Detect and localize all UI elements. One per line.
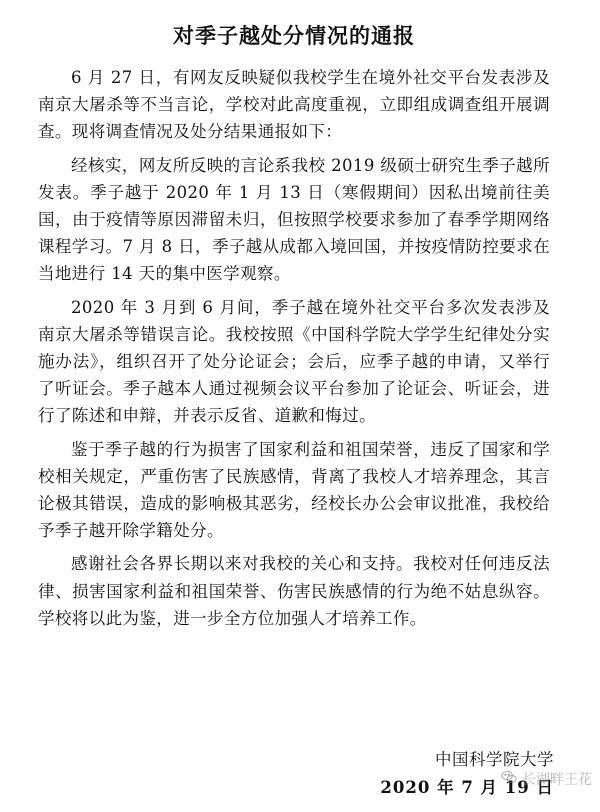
paragraph-4: 鉴于季子越的行为损害了国家利益和祖国荣誉，违反了国家和学校相关规定，严重伤害了民族感情，背离了我校人才培养理念，其言论极其错误，造成的影响极其恶劣，经校长办公会审议批准，我校给予季子越开除学籍处分。 (38, 439, 550, 541)
watermark-text: 长湖畔王花 (522, 772, 592, 788)
paragraph-1: 6 月 27 日，有网友反映疑似我校学生在境外社交平台发表涉及南京大屠杀等不当言论，学校对此高度重视，立即组成调查组开展调查。现将调查情况及处分结果通报如下： (38, 68, 550, 142)
document-title: 对季子越处分情况的通报 (173, 23, 415, 48)
paragraph-5: 感谢社会各界长期以来对我校的关心和支持。我校对任何违反法律、损害国家利益和祖国荣誉、伤害民族感情的行为绝不姑息纵容。学校将以此为鉴，进一步全方位加强人才培养工作。 (38, 554, 550, 628)
wechat-logo-icon (500, 768, 518, 790)
signature-date: 2020 年 7 月 19 日 (380, 778, 554, 797)
paragraph-3: 2020 年 3 月到 6 月间，季子越在境外社交平台多次发表涉及南京大屠杀等错误言论。我校按照《中国科学院大学学生纪律处分实施办法》，组织召开了处分论证会；会后，应季子越的申请，又举行了听证会。季子越本人通过视频会议平台参加了论证会、听证会，进行了陈述和申辩，并表示反省、道歉和悔过。 (38, 297, 550, 426)
signature-organization: 中国科学院大学 (435, 750, 554, 769)
paragraph-2: 经核实，网友所反映的言论系我校 2019 级硕士研究生季子越所发表。季子越于 2020 年 1 月 13 日（寒假期间）因私出境前往美国，由于疫情等原因滞留未归，但按照学校要求参加了春季学期网络课程学习。7 月 8 日，季子越从成都入境回国，并按疫情防控要求在当地进行 14 天的集中医学观察。 (38, 155, 550, 284)
watermark (500, 768, 592, 790)
